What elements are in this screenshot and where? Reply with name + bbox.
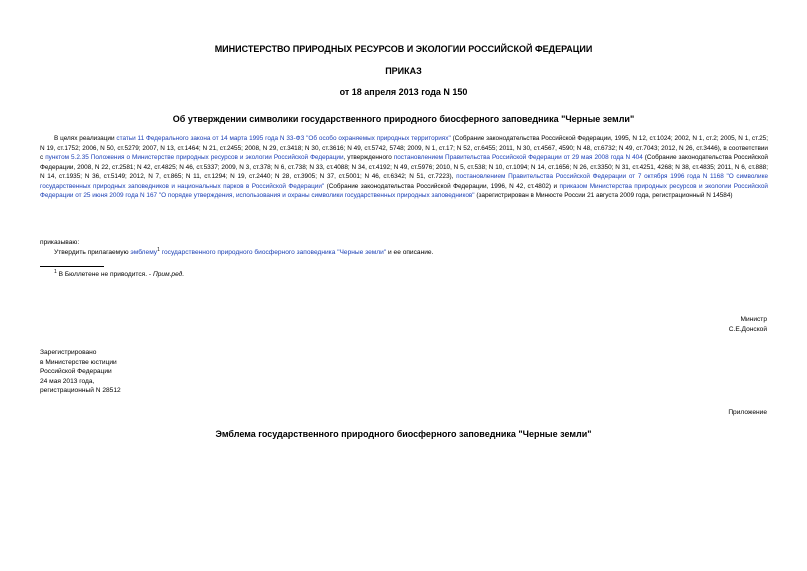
date-number: от 18 апреля 2013 года N 150	[339, 87, 468, 97]
footnote-marker: 1	[157, 246, 160, 253]
regulation-item-link[interactable]: пунктом 5.2.35 Положения о Министерстве природных ресурсов и экологии Российской Федерации	[45, 154, 344, 161]
preamble-text-3: , утвержденного	[343, 154, 392, 161]
registration-line-3: Российской Федерации	[40, 368, 112, 376]
registration-block	[40, 348, 121, 396]
registration-line-2: в Министерстве юстиции	[40, 358, 117, 366]
preamble-text-6: (зарегистрирован в Минюсте России 21 августа 2009 года, регистрационный N 14584)	[476, 192, 733, 199]
footnote	[54, 270, 184, 280]
footnote-number: 1	[54, 268, 57, 275]
footnote-divider	[40, 266, 104, 267]
appendix-label: Приложение	[728, 409, 767, 416]
preamble-text-1: В целях реализации	[54, 135, 115, 142]
ministry-heading: МИНИСТЕРСТВО ПРИРОДНЫХ РЕСУРСОВ И ЭКОЛОГИИ РОССИЙСКОЙ ФЕДЕРАЦИИ	[214, 44, 593, 54]
preamble-text-2: (Собрание законодательства Российской Федерации, 1995, N 12, ст.1024; 2002, N 1, ст.2; 2005, N 1, ст.25; N 19, ст.1752; 2006, N 50, ст.5279; 2007, N 13, ст.1464; N 21, ст.2455; 2008, N 29, ст.3418; N 30, ст.3616; N 49, ст.5742, 5748; 2009, N 1, ст.17; N 52, ст.6455; 2011, N 30, ст.4567, 4590; N 48, ст.6732; N 49, ст.7043; 2012, N 26, ст.3446), в соответствии с	[40, 135, 769, 161]
document-title: Об утверждении символики государственного природного биосферного заповедника "Черные земли"	[172, 114, 635, 124]
approve-prefix: Утвердить прилагаемую	[54, 249, 129, 256]
preamble-paragraph	[40, 134, 768, 201]
government-decree-404-link[interactable]: постановлением Правительства Российской Федерации от 29 мая 2008 года N 404	[393, 154, 643, 161]
preamble-text-4: (Собрание законодательства Российской Федерации, 2008, N 22, ст.2581; N 42, ст.4825; N 46, ст.5337; 2009, N 3, ст.378; N 6, ст.738; N 33, ст.4088; N 34, ст.4192; N 49, ст.5976; 2010, N 5, ст.538; N 10, ст.1094; N 14, ст.1656; N 26, ст.3350; N 31, ст.4251, 4268; N 38, ст.4835; 2011, N 6, ст.888; N 14, ст.1935; N 36, ст.5149; 2012, N 7, ст.865; N 11, ст.1294; N 19, ст.2440; N 28, ст.3905; N 37, ст.5001; N 46, ст.6342; N 51, ст.7223),	[40, 154, 768, 180]
ministry-order-167-link[interactable]: приказом Министерства природных ресурсов и экологии Российской Федерации от 25 июня 2009 года N 167 "О порядке утверждения, использования и охраны символики государственных природных заповедников"	[40, 182, 769, 199]
signature-role: Министр	[740, 316, 767, 323]
footnote-text: В Бюллетене не приводится. -	[58, 271, 152, 278]
footnote-note: Прим.ред.	[152, 271, 185, 278]
preamble-text-5: (Собрание законодательства Российской Федерации, 1996, N 42, ст.4802) и	[326, 182, 558, 190]
registration-line-5: регистрационный N 28512	[40, 387, 121, 395]
signature-name: С.Е.Донской	[728, 326, 767, 333]
emblem-link[interactable]: эмблему	[130, 249, 158, 256]
registration-line-4: 24 мая 2013 года,	[40, 377, 95, 385]
approve-suffix: и ее описание.	[388, 249, 434, 256]
registration-line-1: Зарегистрировано	[40, 349, 97, 356]
order-word: приказываю:	[40, 239, 80, 246]
approve-line	[54, 248, 433, 258]
law-article-link[interactable]: статьи 11 Федерального закона от 14 марта 1995 года N 33-ФЗ "Об особо охраняемых природных территориях"	[116, 135, 451, 142]
doc-type-heading: ПРИКАЗ	[385, 66, 422, 76]
reserve-link[interactable]: государственного природного биосферного заповедника "Черные земли"	[161, 249, 387, 256]
government-decree-1168-link[interactable]: постановлением Правительства Российской Федерации от 7 октября 1996 года N 1168 "О символике государственных природных заповедников и национальных парков в Российской Федерации"	[40, 173, 769, 190]
appendix-title: Эмблема государственного природного биосферного заповедника "Черные земли"	[215, 429, 592, 439]
